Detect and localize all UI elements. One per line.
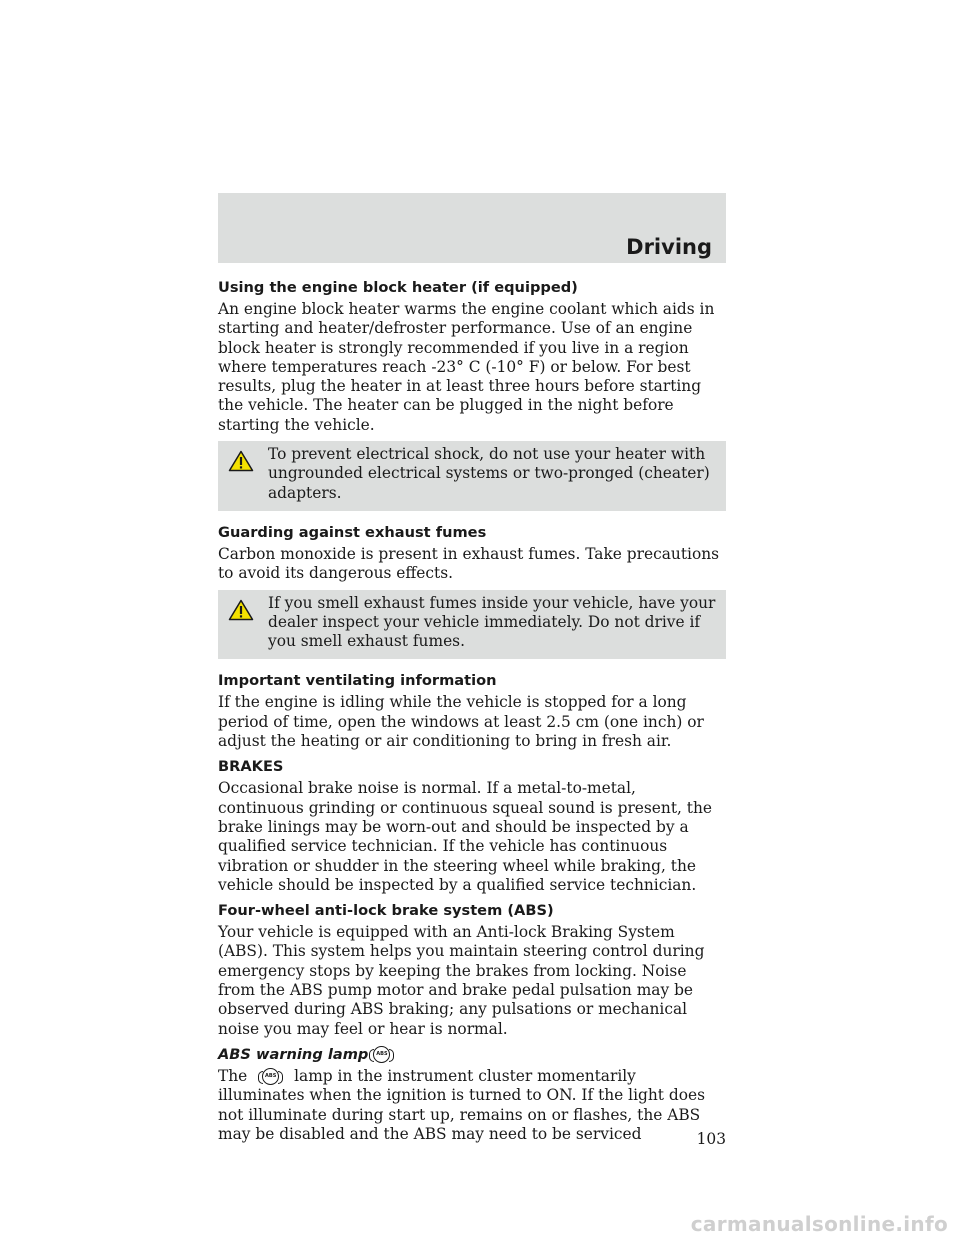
abs-lamp-body xyxy=(218,1067,726,1144)
abs-lamp-body-rest: lamp in the instrument cluster momentarily illuminates when the ignition is turned to ON. If the light does not illuminate during start up, remains on or flashes, the ABS may be disabled and the ABS may need to be serviced xyxy=(218,1066,705,1143)
ventilating-heading: Important ventilating information xyxy=(218,672,497,690)
watermark: carmanualsonline.info xyxy=(690,1212,948,1236)
warning-triangle-icon xyxy=(228,599,254,621)
section-header-band xyxy=(218,193,726,263)
abs-body: Your vehicle is equipped with an Anti-lock Braking System (ABS). This system helps you maintain steering control during emergency stops by keeping the brakes from locking. Noise from the ABS pump motor and brake pedal pulsation may be observed during ABS braking; any pulsations or mechanical noise you may feel or hear is normal. xyxy=(218,923,705,1038)
exhaust-warning xyxy=(218,590,726,660)
page-content xyxy=(218,278,726,1150)
abs-heading: Four-wheel anti-lock brake system (ABS) xyxy=(218,902,554,920)
abs-lamp-icon: ABS xyxy=(373,1046,390,1063)
abs-lamp-heading xyxy=(218,1045,726,1065)
ventilating-body: If the engine is idling while the vehicle is stopped for a long period of time, open the windows at least 2.5 cm (one inch) or adjust the heating or air conditioning to bring in fresh air. xyxy=(218,693,704,751)
abs-lamp-body-prefix: The xyxy=(218,1066,248,1085)
exhaust-warning-text: If you smell exhaust fumes inside your vehicle, have your dealer inspect your vehicle immediately. Do not drive if you smell exhaust fumes. xyxy=(268,593,716,651)
warning-triangle-icon xyxy=(228,450,254,472)
abs-lamp-heading-text: ABS warning lamp xyxy=(218,1045,369,1063)
page-number: 103 xyxy=(696,1130,726,1148)
exhaust-body: Carbon monoxide is present in exhaust fumes. Take precautions to avoid its dangerous effects. xyxy=(218,544,720,583)
block-heater-warning-text: To prevent electrical shock, do not use your heater with ungrounded electrical systems or two-pronged (cheater) adapters. xyxy=(268,445,710,502)
exhaust-heading: Guarding against exhaust fumes xyxy=(218,523,487,541)
brakes-heading: BRAKES xyxy=(218,758,284,776)
block-heater-heading: Using the engine block heater (if equipped) xyxy=(218,279,578,296)
block-heater-body: An engine block heater warms the engine coolant which aids in starting and heater/defroster performance. Use of an engine block heater is strongly recommended if you live in a region where temperatures reach -23° C (-10° F) or below. For best results, plug the heater in at least three hours before starting the vehicle. The heater can be plugged in the night before starting the vehicle. xyxy=(218,300,715,434)
section-title: Driving xyxy=(626,235,712,259)
abs-lamp-icon: ABS xyxy=(262,1068,279,1085)
block-heater-warning xyxy=(218,441,726,511)
brakes-body: Occasional brake noise is normal. If a metal-to-metal, continuous grinding or continuous squeal sound is present, the brake linings may be worn-out and should be inspected by a qualified service technician. If the vehicle has continuous vibration or shudder in the steering wheel while braking, the vehicle should be inspected by a qualified service technician. xyxy=(218,779,713,894)
